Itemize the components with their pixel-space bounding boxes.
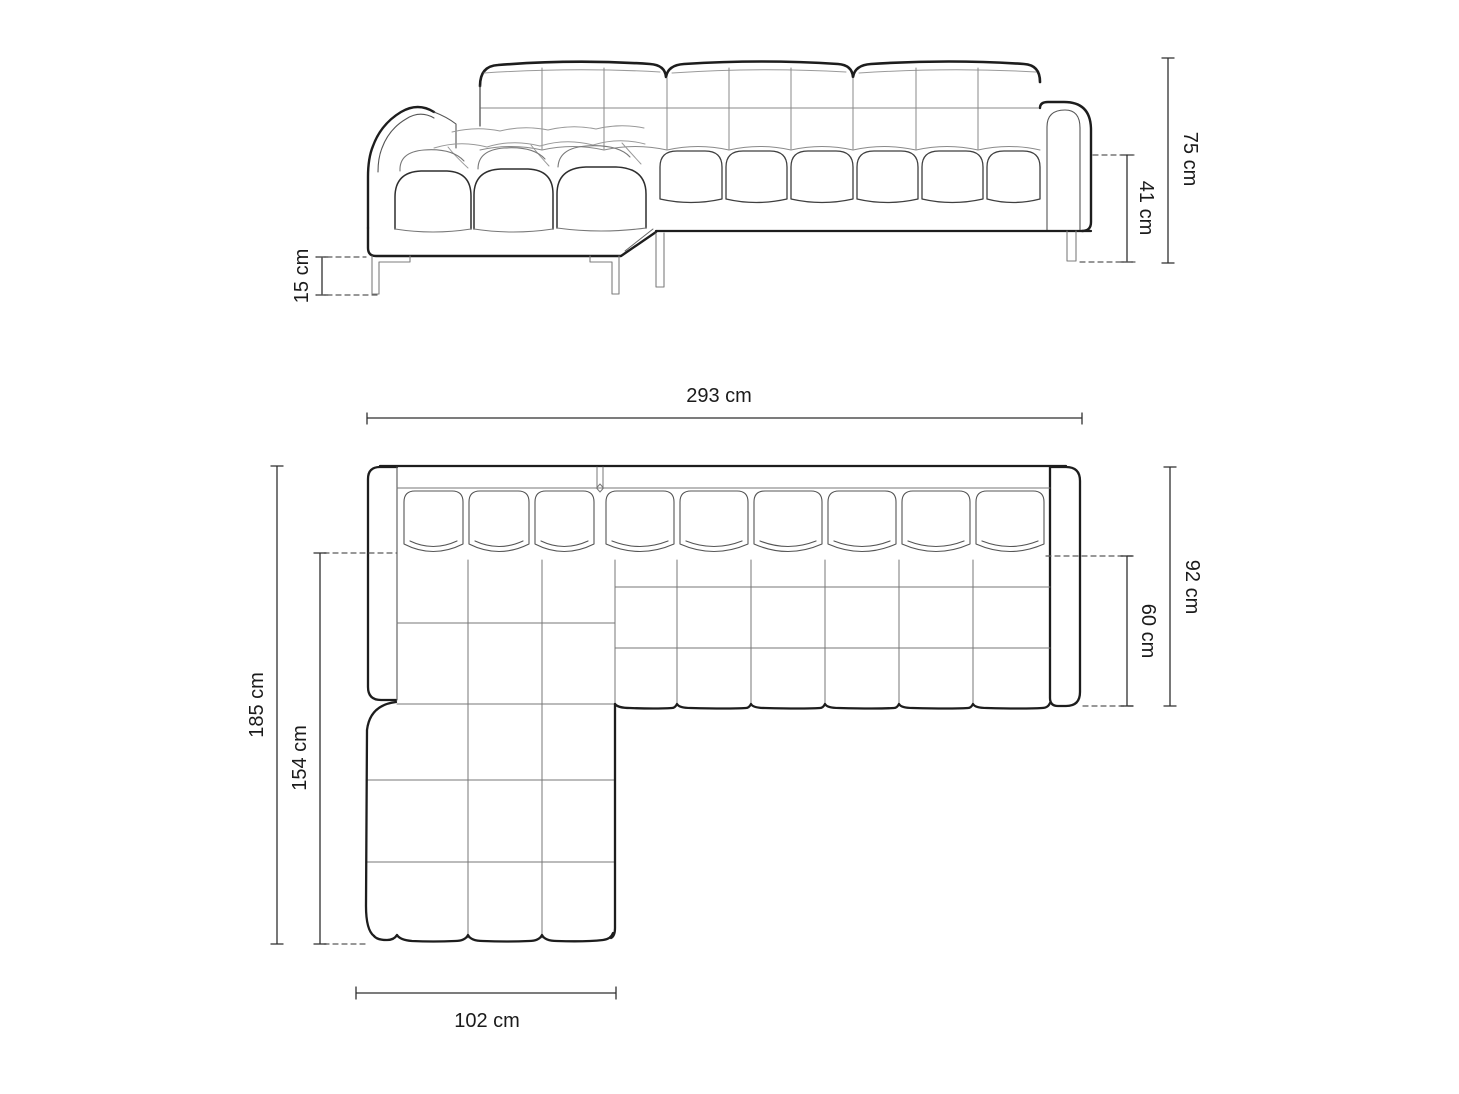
backrest-front	[480, 62, 1040, 151]
dimension-label-chaise-inner-depth: 154 cm	[289, 725, 311, 791]
dimension-line-92cm	[1164, 467, 1176, 706]
dimension-label-height: 75 cm	[1179, 131, 1201, 187]
plan-back-cushions	[404, 491, 1044, 552]
dimension-label-chaise-depth: 185 cm	[246, 672, 268, 738]
front-elevation-view	[316, 58, 1174, 295]
dimension-line-102cm	[356, 987, 616, 999]
front-dimension-lines	[316, 58, 1174, 295]
dimension-line-41cm	[1121, 155, 1133, 262]
plan-extension-dashes	[324, 553, 1134, 944]
dimension-line-75cm	[1162, 58, 1174, 263]
dimension-line-15cm	[316, 257, 328, 295]
dimension-line-293cm	[367, 413, 1082, 424]
chaise-front	[368, 107, 656, 256]
dimension-line-154cm	[314, 553, 326, 944]
plan-seat-grid	[366, 560, 1050, 938]
dimension-label-depth: 92 cm	[1181, 559, 1203, 615]
plan-chaise-outline	[366, 702, 1050, 942]
dimension-line-60cm	[1121, 556, 1133, 706]
dimension-label-seat-height: 41 cm	[1135, 180, 1157, 236]
seat-cushions-front	[660, 151, 1040, 203]
legs-front	[372, 231, 1076, 294]
top-plan-view	[271, 413, 1176, 999]
dimension-label-seat-depth: 60 cm	[1137, 603, 1159, 659]
dimension-label-total-width: 293 cm	[686, 385, 752, 407]
right-armrest-front	[1040, 102, 1091, 231]
dimension-label-chaise-width: 102 cm	[454, 1010, 520, 1032]
dimension-label-leg-height: 15 cm	[291, 248, 313, 304]
dimension-line-185cm	[271, 466, 283, 944]
